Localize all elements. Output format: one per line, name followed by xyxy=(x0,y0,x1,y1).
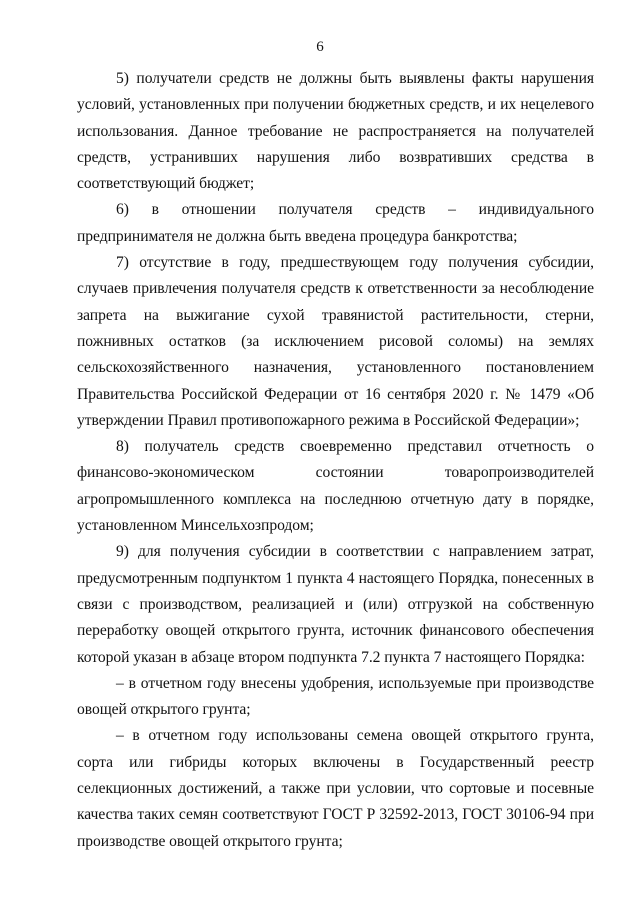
page-number: 6 xyxy=(316,39,324,55)
paragraph-item-7: 7) отсутствие в году, предшествующем году получения субсидии, случаев привлечения получателя средств к ответственности за несоблюдение запрета на выжигание сухой травянистой растительности, стерни, пожнивных остатков (за исключением рисовой соломы) на землях сельскохозяйственного назначения, установленного постановлением Правительства Российской Федерации от 16 сентября 2020 г. № 1479 «Об утверждении Правил противопожарного режима в Российской Федерации»; xyxy=(77,254,594,429)
paragraph-dash-seeds: – в отчетном году использованы семена овощей открытого грунта, сорта или гибриды которых включены в Государственный реестр селекционных достижений, а также при условии, что сортовые и посевные качества таких семян соответствуют ГОСТ Р 32592-2013, ГОСТ 30106-94 при производстве овощей открытого грунта; xyxy=(77,727,594,850)
paragraph-item-8: 8) получатель средств своевременно представил отчетность о финансово-экономическом состоянии товаропроизводителей агропромышленного комплекса на последнюю отчетную дату в порядке, установленном Минсельхозпродом; xyxy=(77,438,594,535)
document-body xyxy=(77,66,594,855)
paragraph-item-6: 6) в отношении получателя средств – индивидуального предпринимателя не должна быть введена процедура банкротства; xyxy=(77,201,594,245)
paragraph-item-5: 5) получатели средств не должны быть выявлены факты нарушения условий, установленных при получении бюджетных средств, и их нецелевого использования. Данное требование не распространяется на получателей средств, устранивших нарушения либо возвративших средства в соответствующий бюджет; xyxy=(77,70,594,193)
paragraph-dash-fertilizers: – в отчетном году внесены удобрения, используемые при производстве овощей открытого грунта; xyxy=(77,674,594,719)
paragraph-item-9: 9) для получения субсидии в соответствии с направлением затрат, предусмотренным подпунктом 1 пункта 4 настоящего Порядка, понесенных в связи с производством, реализацией и (или) отгрузкой на собственную переработку овощей открытого грунта, источник финансового обеспечения которой указан в абзаце втором подпункта 7.2 пункта 7 настоящего Порядка: xyxy=(77,543,594,666)
